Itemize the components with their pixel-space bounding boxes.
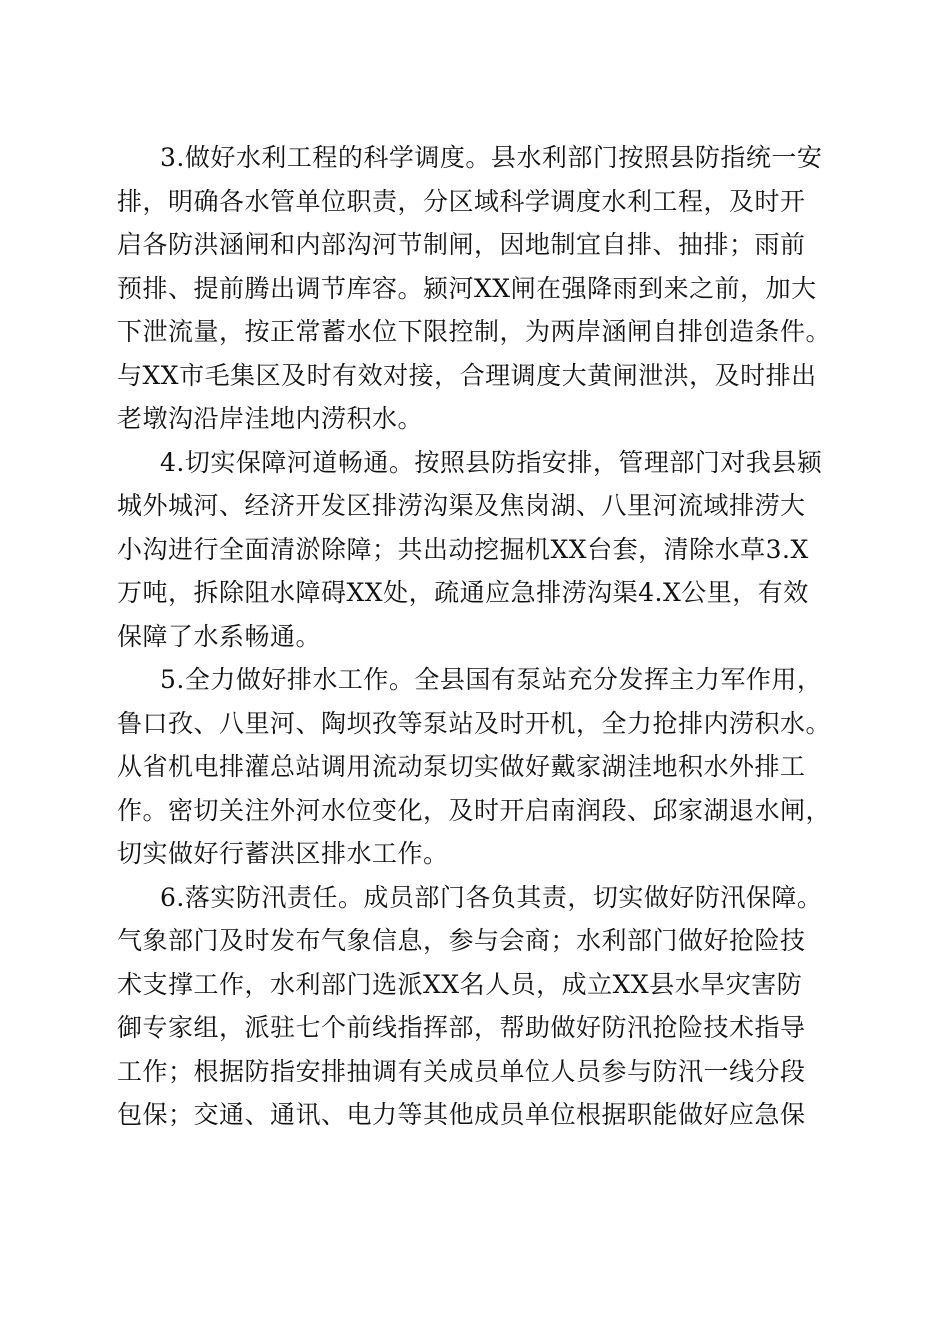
paragraph-line: 排，明确各水管单位职责，分区域科学调度水利工程，及时开 — [117, 186, 806, 216]
paragraph-line: 包保；交通、通讯、电力等其他成员单位根据职能做好应急保 — [117, 1100, 806, 1129]
paragraph-3-water-project-scheduling — [117, 136, 833, 441]
paragraph-line: 小沟进行全面清淤除障；共出动挖掘机XX台套，清除水草3.X — [117, 534, 809, 564]
paragraph-line: 气象部门及时发布气象信息，参与会商；水利部门做好抢险技 — [117, 926, 806, 955]
paragraph-line: 城外城河、经济开发区排涝沟渠及焦岗湖、八里河流域排涝大 — [117, 491, 806, 520]
paragraph-line: 启各防洪涵闸和内部沟河节制闸，因地制宜自排、抽排；雨前 — [117, 230, 806, 259]
paragraph-6-flood-responsibility — [117, 876, 833, 1137]
paragraph-line: 预排、提前腾出调节库容。颍河XX闸在强降雨到来之前，加大 — [117, 273, 817, 303]
document-body — [117, 136, 833, 1137]
paragraph-line: 5.全力做好排水工作。全县国有泵站充分发挥主力军作用， — [160, 665, 823, 694]
paragraph-line: 鲁口孜、八里河、陶坝孜等泵站及时开机，全力抢排内涝积水。 — [117, 708, 832, 738]
paragraph-line: 3.做好水利工程的科学调度。县水利部门按照县防指统一安 — [160, 143, 823, 172]
paragraph-line: 与XX市毛集区及时有效对接，合理调度大黄闸泄洪，及时排出 — [117, 360, 817, 390]
paragraph-line: 万吨，拆除阻水障碍XX处，疏通应急排涝沟渠4.X公里，有效 — [117, 578, 809, 607]
paragraph-line: 御专家组，派驻七个前线指挥部，帮助做好防汛抢险技术指导 — [117, 1013, 806, 1042]
paragraph-line: 4.切实保障河道畅通。按照县防指安排，管理部门对我县颍 — [160, 447, 823, 477]
paragraph-line: 6.落实防汛责任。成员部门各负其责，切实做好防汛保障。 — [160, 882, 823, 912]
paragraph-5-drainage-work — [117, 658, 833, 876]
paragraph-line: 保障了水系畅通。 — [117, 621, 322, 651]
paragraph-line: 术支撑工作，水利部门选派XX名人员，成立XX县水旱灾害防 — [117, 969, 803, 999]
paragraph-line: 老墩沟沿岸洼地内涝积水。 — [117, 404, 424, 433]
paragraph-line: 工作；根据防指安排抽调有关成员单位人员参与防汛一线分段 — [117, 1056, 806, 1086]
paragraph-line: 下泄流量，按正常蓄水位下限控制，为两岸涵闸自排创造条件。 — [117, 317, 832, 346]
paragraph-4-river-channel-clearing — [117, 441, 833, 659]
paragraph-line: 切实做好行蓄洪区排水工作。 — [117, 839, 449, 868]
paragraph-line: 作。密切关注外河水位变化，及时开启南润段、邱家湖退水闸， — [117, 795, 832, 825]
paragraph-line: 从省机电排灌总站调用流动泵切实做好戴家湖洼地积水外排工 — [117, 752, 806, 781]
